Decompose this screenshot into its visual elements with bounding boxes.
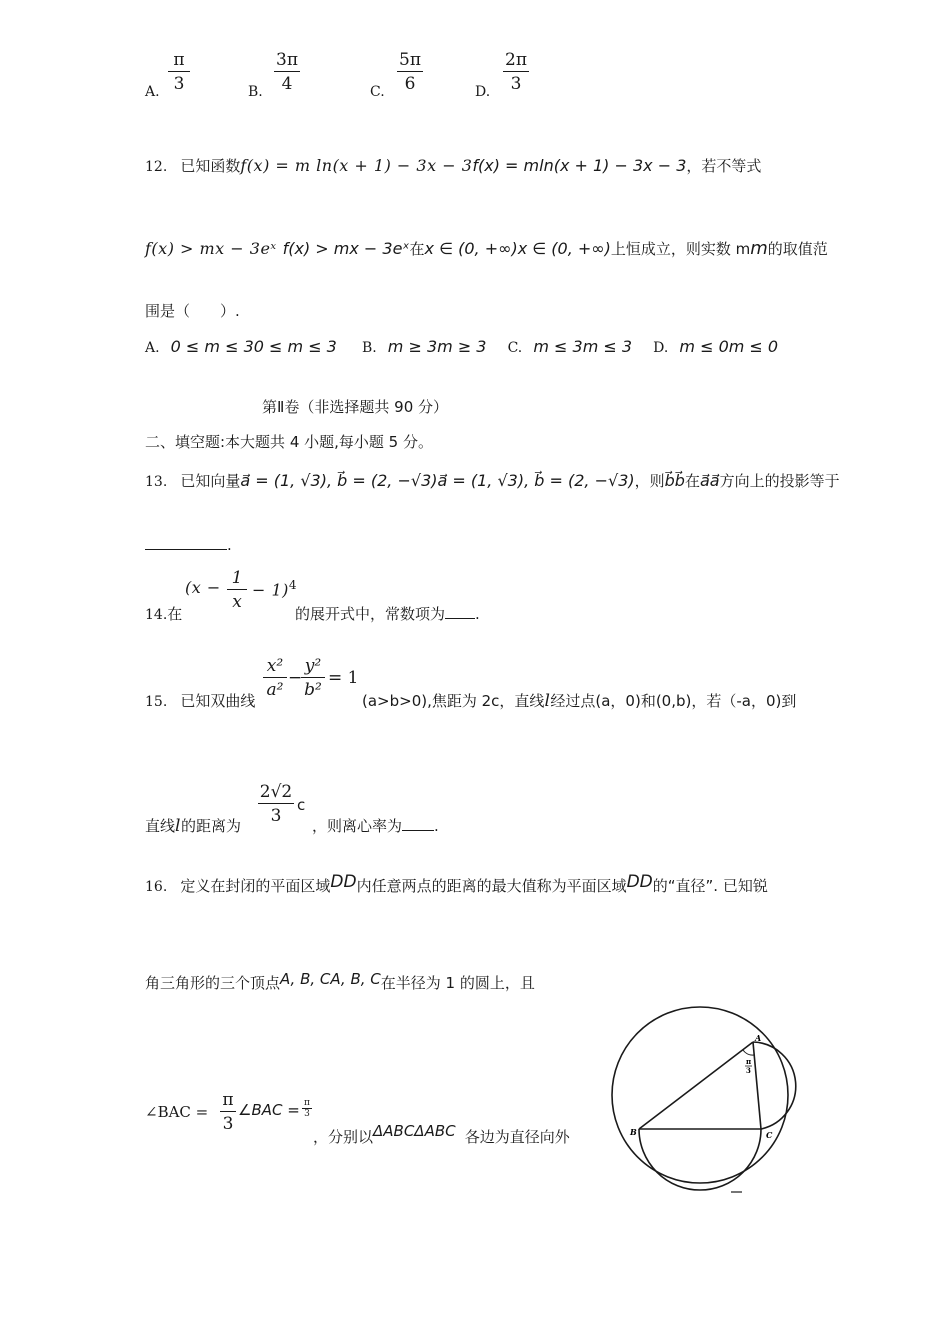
q16-line3 xyxy=(145,1102,208,1121)
q16-last: 各边为直径向外 xyxy=(464,1128,570,1146)
q11-option-a-fraction xyxy=(168,50,190,94)
q11-option-d-label: D. xyxy=(475,84,491,100)
q15-y-fraction xyxy=(301,656,325,700)
q11-a-den: 3 xyxy=(173,74,185,94)
q14-fraction xyxy=(227,568,247,612)
q13-answer-line xyxy=(145,535,232,554)
q12-option-a-text: 0 ≤ m ≤ 30 ≤ m ≤ 3 xyxy=(170,337,337,356)
q15-l-symbol: l xyxy=(544,691,551,711)
q12-domain-b: x ∈ (0, +∞) xyxy=(517,239,611,258)
q15-dist-num: 2√2 xyxy=(259,782,293,802)
q16-mid: 内任意两点的距离的最大值称为平面区域 xyxy=(356,877,627,895)
q15-equals: = 1 xyxy=(328,668,359,688)
q15-x-fraction xyxy=(263,656,287,700)
q14-frac-num: 1 xyxy=(231,568,243,588)
label-c: C xyxy=(766,1130,773,1140)
q12-range-text: 的取值范 xyxy=(767,240,828,258)
q15-line2 xyxy=(145,815,241,836)
q11-c-num: 5π xyxy=(399,50,421,70)
q12-line3: 围是（ ）. xyxy=(145,302,240,320)
q12-func-a: f(x) = m ln(x + 1) − 3x − 3 xyxy=(240,156,473,175)
q12-ineq-a: f(x) > mx − 3eˣ xyxy=(145,239,277,258)
q14-frac-den: x xyxy=(232,592,242,612)
q14-expression xyxy=(185,578,221,597)
q15-b2: b² xyxy=(304,680,322,700)
q15-tail: 经过点(a，0)和(0,b)，若（-a，0)到 xyxy=(550,692,797,710)
q12-option-b-label: B. xyxy=(361,340,377,356)
q15-minus: − xyxy=(288,668,303,688)
q14-tail: 的展开式中，常数项为 xyxy=(295,605,446,623)
angle-arc xyxy=(743,1050,754,1055)
q11-option-d-fraction xyxy=(503,50,529,94)
q16-angle-text: ∠BAC = xyxy=(145,1103,209,1121)
q15-number: 15. xyxy=(145,694,168,710)
q13-vectors-a: a⃗ = (1, √3), b⃗ = (2, −√3) xyxy=(240,471,438,490)
q14-tail-line xyxy=(295,603,480,624)
circle-triangle-figure xyxy=(610,1005,820,1205)
q16-d-symbol-2: DD xyxy=(626,872,653,892)
label-b: B xyxy=(630,1127,637,1137)
q13-line1 xyxy=(145,470,840,491)
q14-expression-right xyxy=(252,578,297,599)
q15-dist-den: 3 xyxy=(270,806,282,826)
q15-line1-rest xyxy=(362,690,796,711)
q12-domain-a: x ∈ (0, +∞) xyxy=(424,239,518,258)
q15-line2-mid: 的距离为 xyxy=(180,817,241,835)
q12-options xyxy=(145,337,778,356)
q16-d-symbol-1: DD xyxy=(330,872,357,892)
q14-power: 4 xyxy=(288,578,297,592)
q15-condition: (a>b>0),焦距为 2c，直线 xyxy=(362,692,545,710)
q11-option-b-fraction xyxy=(274,50,300,94)
side-ac xyxy=(753,1042,761,1129)
q12-option-d-text: m ≤ 0m ≤ 0 xyxy=(679,337,779,356)
q16-number: 16. xyxy=(145,879,168,895)
q13-tail: 方向上的投影等于 xyxy=(719,472,840,490)
q15-distance-fraction xyxy=(258,782,294,826)
q11-option-c-label: C. xyxy=(370,84,385,100)
q13-b-symbol: b⃗b⃗ xyxy=(664,471,685,490)
q13-vectors-b: a⃗ = (1, √3), b⃗ = (2, −√3) xyxy=(437,471,635,490)
q12-prefix: 已知函数 xyxy=(180,157,241,175)
q15-y2: y² xyxy=(304,656,322,676)
q16-line2 xyxy=(145,970,535,993)
q15-answer-blank xyxy=(402,830,434,831)
q14-prefix: 在 xyxy=(167,605,183,623)
fill-in-header: 二、填空题:本大题共 4 小题,每小题 5 分。 xyxy=(145,433,433,451)
q16-small-num: π xyxy=(304,1098,310,1108)
q13-end: . xyxy=(227,536,232,554)
q11-d-den: 3 xyxy=(510,74,522,94)
q11-b-num: 3π xyxy=(276,50,298,70)
q12-ineq-b: f(x) > mx − 3eˣ xyxy=(282,239,410,258)
q14-expr-left: (x − xyxy=(185,578,221,597)
q12-in-word: 在 xyxy=(409,240,425,258)
q15-a2: a² xyxy=(266,680,284,700)
q16-line2-tail: 在半径为 1 的圆上，且 xyxy=(380,974,535,992)
q11-option-b-label: B. xyxy=(248,84,263,100)
q15-x2: x² xyxy=(266,656,284,676)
q12-option-b-text: m ≥ 3m ≥ 3 xyxy=(387,337,487,356)
q16-line2-prefix: 角三角形的三个顶点 xyxy=(145,974,281,992)
q11-option-c-fraction xyxy=(397,50,423,94)
q14-line xyxy=(145,603,182,624)
q16-small-den: 3 xyxy=(304,1109,310,1119)
q11-a-num: π xyxy=(173,50,185,70)
section-title: 第Ⅱ卷（非选择题共 90 分） xyxy=(262,398,449,416)
q11-c-den: 6 xyxy=(404,74,416,94)
q16-triangle: ΔABCΔABC xyxy=(373,1122,456,1140)
side-ab xyxy=(639,1042,753,1129)
q14-answer-blank xyxy=(445,618,475,619)
q12-number: 12. xyxy=(145,159,168,175)
label-a: A xyxy=(755,1033,762,1043)
q11-d-num: 2π xyxy=(505,50,527,70)
q13-number: 13. xyxy=(145,474,168,490)
q12-line1 xyxy=(145,155,761,176)
q14-end: . xyxy=(475,605,480,623)
q16-small-fraction xyxy=(302,1098,312,1119)
q15-line2-prefix: 直线 xyxy=(145,817,176,835)
q12-option-a-label: A. xyxy=(145,340,160,356)
q15-l-symbol-2: l xyxy=(175,816,181,836)
q12-suffix: ，若不等式 xyxy=(686,157,762,175)
q13-answer-blank xyxy=(145,549,227,550)
angle-den: 3 xyxy=(746,1066,751,1075)
q13-a-symbol: a⃗a⃗ xyxy=(699,471,720,490)
q16-angle-text-2: ∠BAC = xyxy=(238,1101,300,1119)
q15-line1-prefix xyxy=(145,690,255,711)
q12-option-c-label: C. xyxy=(507,340,523,356)
q16-three: 3 xyxy=(222,1114,234,1134)
main-circle xyxy=(612,1007,788,1183)
q14-expr-right: − 1) xyxy=(252,580,289,600)
q12-option-c-text: m ≤ 3m ≤ 3 xyxy=(533,337,633,356)
q12-func-b: f(x) = mln(x + 1) − 3x − 3 xyxy=(472,156,687,175)
q12-option-d-label: D. xyxy=(653,340,669,356)
q11-option-a-label: A. xyxy=(145,84,160,100)
q15-c-symbol: c xyxy=(297,796,306,814)
q14-number: 14. xyxy=(145,607,168,623)
q16-prefix: 定义在封闭的平面区域 xyxy=(180,877,331,895)
q16-line1 xyxy=(145,872,768,896)
q16-split-text: ，分别以 xyxy=(313,1128,374,1146)
q16-tail: 的“直径”. 已知锐 xyxy=(652,877,768,895)
q16-points: A, B, CA, B, C xyxy=(280,970,381,988)
arc-on-bc xyxy=(639,1129,761,1190)
angle-num: π xyxy=(746,1057,752,1066)
q12-hold-text: 上恒成立，则实数 m xyxy=(610,240,751,258)
q12-line2 xyxy=(145,238,828,259)
q13-zai: 在 xyxy=(684,472,700,490)
q15-prefix: 已知双曲线 xyxy=(180,692,256,710)
q15-line2-tail-wrap xyxy=(312,815,439,836)
q12-m-symbol: m xyxy=(750,238,768,259)
q13-comma-then: ，则 xyxy=(634,472,665,490)
q16-line3-tail xyxy=(313,1122,570,1147)
q16-angle-fraction xyxy=(220,1090,236,1134)
q11-b-den: 4 xyxy=(281,74,293,94)
q16-pi: π xyxy=(222,1090,234,1110)
q15-line2-tail: ，则离心率为 xyxy=(312,817,403,835)
q15-end: . xyxy=(434,817,439,835)
q13-prefix: 已知向量 xyxy=(180,472,241,490)
